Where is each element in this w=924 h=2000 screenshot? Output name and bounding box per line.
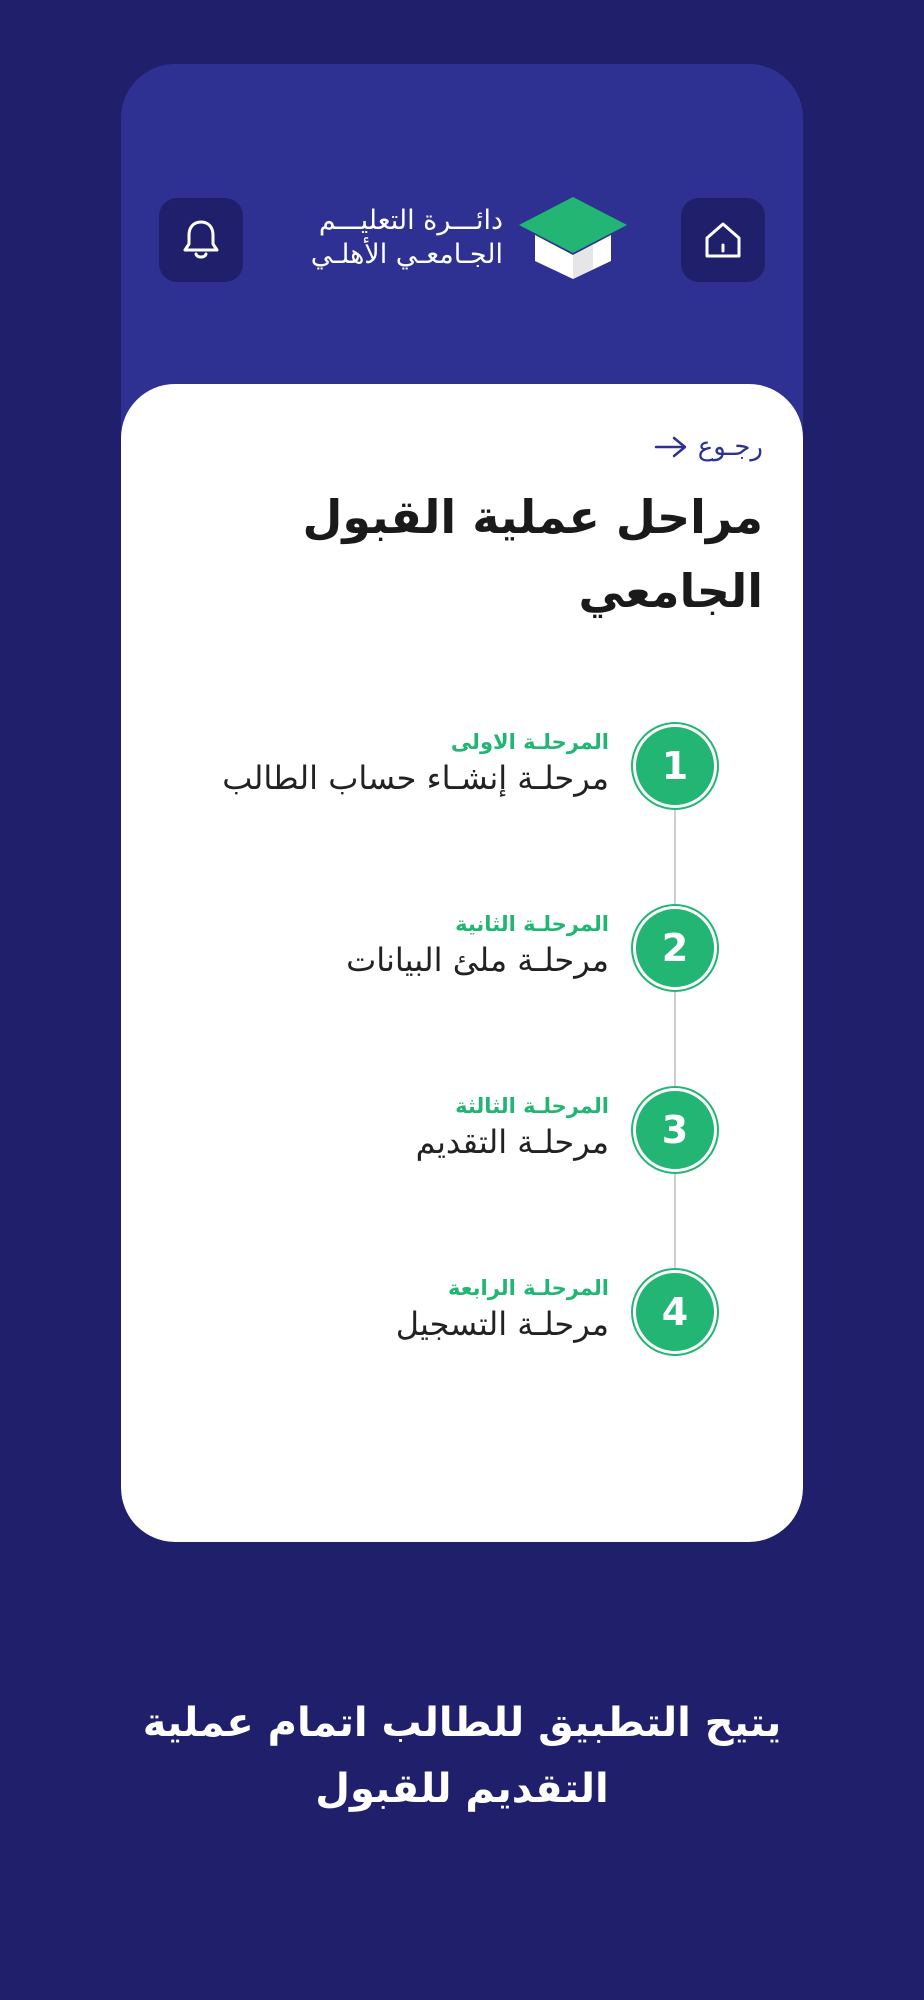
step-number-badge: 4 xyxy=(633,1270,717,1354)
arrow-right-icon xyxy=(654,435,688,459)
home-icon xyxy=(701,218,745,262)
step-name: مرحلـة التقديم xyxy=(415,1123,609,1161)
step-kicker: المرحلـة الثالثة xyxy=(455,1094,609,1118)
promo-caption-line-1: يتيح التطبيق للطالب اتمام عملية xyxy=(142,1700,782,1746)
back-button[interactable] xyxy=(654,432,763,462)
bell-icon xyxy=(181,218,221,262)
back-label: رجـوع xyxy=(697,432,763,462)
step-kicker: المرحلـة الرابعة xyxy=(448,1276,609,1300)
step-text xyxy=(416,1092,609,1164)
graduation-cap-icon xyxy=(517,195,629,281)
step-4[interactable] xyxy=(157,1270,717,1362)
step-kicker: المرحلـة الثانية xyxy=(455,912,609,936)
step-kicker: المرحلـة الاولى xyxy=(450,730,609,754)
step-name: مرحلـة ملئ البيانات xyxy=(346,941,609,979)
content-card xyxy=(121,384,803,1542)
step-number-badge: 2 xyxy=(633,906,717,990)
logo-line-2: الجـامعـي الأهلـي xyxy=(310,239,503,270)
page-title xyxy=(203,480,763,628)
logo-line-1: دائـــرة التعليـــم xyxy=(318,205,503,236)
step-name: مرحلـة إنشـاء حساب الطالب xyxy=(222,759,609,797)
app-logo xyxy=(289,190,629,286)
home-button[interactable] xyxy=(681,198,765,282)
app-header xyxy=(121,64,803,384)
page-title-line-2: الجامعي xyxy=(578,564,763,618)
step-text xyxy=(396,1274,609,1346)
step-text xyxy=(222,728,609,800)
promo-caption xyxy=(120,1690,804,1822)
step-number-badge: 1 xyxy=(633,724,717,808)
step-name: مرحلـة التسجيل xyxy=(395,1305,609,1343)
step-2[interactable] xyxy=(157,906,717,998)
step-text xyxy=(346,910,609,982)
step-number-badge: 3 xyxy=(633,1088,717,1172)
promo-caption-line-2: التقديم للقبول xyxy=(315,1766,609,1812)
step-1[interactable] xyxy=(157,724,717,816)
notifications-button[interactable] xyxy=(159,198,243,282)
logo-text xyxy=(311,204,503,272)
page-title-line-1: مراحل عملية القبول xyxy=(302,490,763,544)
step-connector xyxy=(674,992,676,1086)
phone-frame xyxy=(121,64,803,1542)
step-connector xyxy=(674,1174,676,1268)
step-connector xyxy=(674,810,676,904)
step-3[interactable] xyxy=(157,1088,717,1180)
